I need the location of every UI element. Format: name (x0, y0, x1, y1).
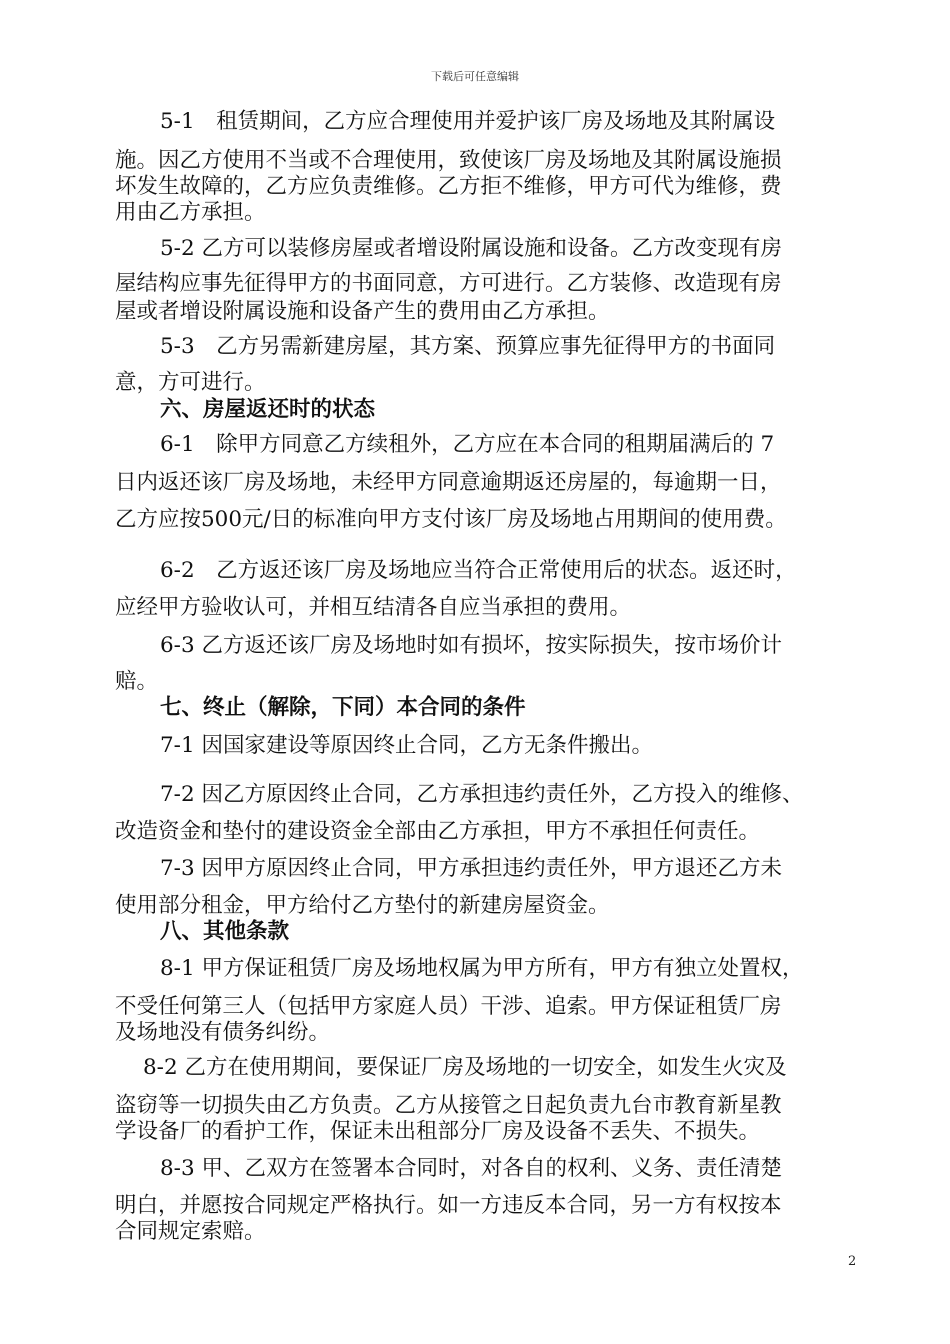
clause-8-2-line-2: 盗窃等一切损失由乙方负责。乙方从接管之日起负责九台市教育新星教 (115, 1093, 782, 1118)
clause-5-2-line-3: 屋或者增设附属设施和设备产生的费用由乙方承担。 (115, 299, 610, 324)
clause-7-2-line-2: 改造资金和垫付的建设资金全部由乙方承担，甲方不承担任何责任。 (115, 819, 761, 844)
clause-8-1-line-3: 及场地没有债务纠纷。 (115, 1020, 331, 1045)
clause-6-2-line-1: 6-2 乙方返还该厂房及场地应当符合正常使用后的状态。返还时， (160, 558, 797, 583)
clause-6-1-line-1: 6-1 除甲方同意乙方续租外，乙方应在本合同的租期届满后的 7 (160, 432, 775, 457)
clause-6-3-line-2: 赔。 (115, 669, 159, 694)
clause-7-3-line-2: 使用部分租金，甲方给付乙方垫付的新建房屋资金。 (115, 893, 610, 918)
clause-8-2-line-3: 学设备厂的看护工作，保证未出租部分厂房及设备不丢失、不损失。 (115, 1119, 761, 1144)
clause-6-1-line-3: 乙方应按500元/日的标准向甲方支付该厂房及场地占用期间的使用费。 (115, 507, 787, 532)
clause-8-3-line-2: 明白，并愿按合同规定严格执行。如一方违反本合同，另一方有权按本 (115, 1193, 782, 1218)
clause-5-2-line-1: 5-2 乙方可以装修房屋或者增设附属设施和设备。乙方改变现有房 (160, 236, 782, 261)
section-7-heading: 七、终止（解除，下同）本合同的条件 (160, 695, 526, 720)
clause-5-2-line-2: 屋结构应事先征得甲方的书面同意，方可进行。乙方装修、改造现有房 (115, 271, 782, 296)
clause-5-3-line-1: 5-3 乙方另需新建房屋，其方案、预算应事先征得甲方的书面同 (160, 334, 776, 359)
section-6-heading: 六、房屋返还时的状态 (160, 397, 376, 422)
clause-8-2-line-1: 8-2 乙方在使用期间，要保证厂房及场地的一切安全，如发生火灾及 (143, 1055, 787, 1080)
clause-6-3-line-1: 6-3 乙方返还该厂房及场地时如有损坏，按实际损失，按市场价计 (160, 633, 782, 658)
page-number: 2 (848, 1254, 857, 1269)
clause-5-3-line-2: 意，方可进行。 (115, 370, 266, 395)
clause-7-1-line-1: 7-1 因国家建设等原因终止合同，乙方无条件搬出。 (160, 733, 653, 758)
clause-8-1-line-1: 8-1 甲方保证租赁厂房及场地权属为甲方所有，甲方有独立处置权， (160, 956, 804, 981)
clause-6-1-line-2: 日内返还该厂房及场地，未经甲方同意逾期返还房屋的，每逾期一日， (115, 470, 782, 495)
section-8-heading: 八、其他条款 (160, 919, 290, 944)
clause-5-1-line-4: 用由乙方承担。 (115, 200, 266, 225)
clause-5-1-line-3: 坏发生故障的，乙方应负责维修。乙方拒不维修，甲方可代为维修，费 (115, 174, 782, 199)
clause-8-3-line-3: 合同规定索赔。 (115, 1219, 266, 1244)
clause-5-1-line-1: 5-1 租赁期间，乙方应合理使用并爱护该厂房及场地及其附属设 (160, 109, 776, 134)
clause-7-2-line-1: 7-2 因乙方原因终止合同，乙方承担违约责任外，乙方投入的维修、 (160, 782, 804, 807)
clause-8-3-line-1: 8-3 甲、乙双方在签署本合同时，对各自的权利、义务、责任清楚 (160, 1156, 782, 1181)
clause-5-1-line-2: 施。因乙方使用不当或不合理使用，致使该厂房及场地及其附属设施损 (115, 148, 782, 173)
clause-7-3-line-1: 7-3 因甲方原因终止合同，甲方承担违约责任外，甲方退还乙方未 (160, 856, 782, 881)
clause-6-2-line-2: 应经甲方验收认可，并相互结清各自应当承担的费用。 (115, 595, 632, 620)
page-header: 下载后可任意编辑 (431, 70, 519, 83)
clause-8-1-line-2: 不受任何第三人（包括甲方家庭人员）干涉、追索。甲方保证租赁厂房 (115, 994, 782, 1019)
